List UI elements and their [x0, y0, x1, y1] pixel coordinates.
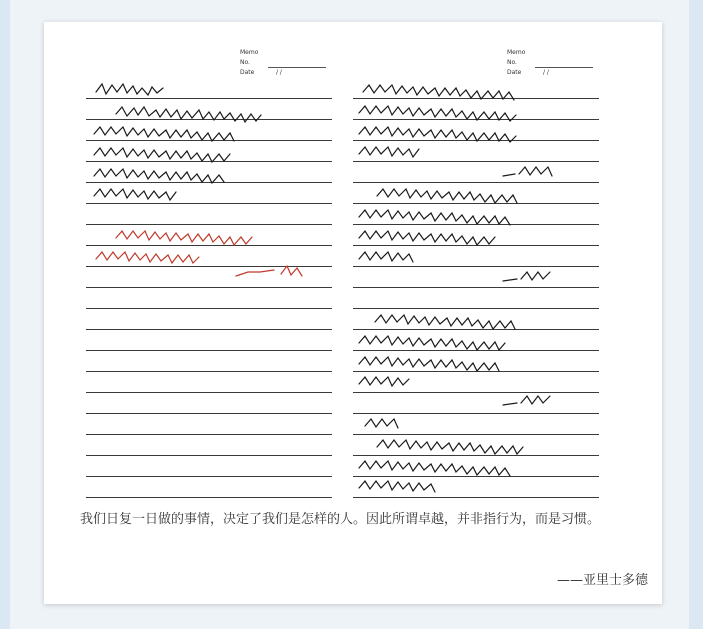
quote-text: 我们日复一日做的事情，决定了我们是怎样的人。因此所谓卓越，并非指行为，而是习惯。: [80, 512, 601, 527]
memo-date-slashes: / /: [543, 69, 549, 76]
memo-header: [240, 48, 326, 78]
memo-date-label: Date: [507, 69, 522, 76]
memo-header: [507, 48, 593, 78]
handwriting-image: [86, 78, 332, 498]
memo-no-label: Memo No.: [240, 49, 259, 66]
memo-date-slashes: / /: [276, 69, 282, 76]
content-card: [44, 22, 662, 604]
page-right-edge: [689, 0, 703, 629]
handwritten-memo-right: [353, 48, 599, 498]
page-left-edge: [0, 0, 10, 629]
quote-author: ——亚里士多德: [556, 573, 648, 588]
handwriting-image: [353, 78, 599, 498]
memo-date-label: Date: [240, 69, 255, 76]
handwritten-memo-left: [86, 48, 332, 498]
memo-no-label: Memo No.: [507, 49, 526, 66]
